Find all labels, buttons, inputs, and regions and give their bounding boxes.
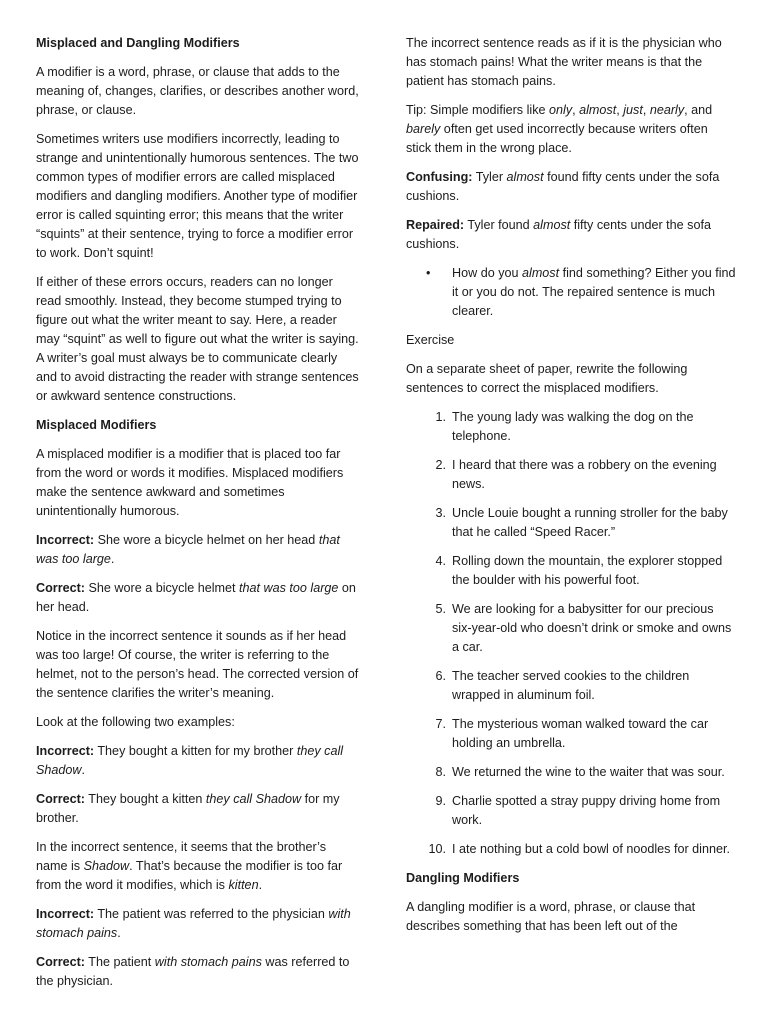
list-item	[406, 552, 736, 590]
list-item-number: 3.	[435, 506, 446, 520]
list-item-number: 4.	[435, 554, 446, 568]
list-item-text: The young lady was walking the dog on the telephone.	[452, 410, 694, 443]
exercise-instructions: On a separate sheet of paper, rewrite the following sentences to correct the misplaced modifiers.	[406, 362, 688, 395]
intro-paragraph-3: If either of these errors occurs, readers can no longer read smoothly. Instead, they become stumped trying to figure out what the writer meant to say. Here, a reader may “squint” as well to figure out what the writer is saying. A writer’s goal must always be to communicate clearly and to avoid distracting the reader with strange sentences or awkward sentence constructions.	[36, 275, 359, 403]
list-item	[406, 456, 736, 494]
misplaced-definition: A misplaced modifier is a modifier that is placed too far from the word or words it modifies. Misplaced modifiers make the sentence awkward and sometimes unintentionally humorous.	[36, 447, 344, 518]
list-item-text: We are looking for a babysitter for our precious six-year-old who doesn’t drink or smoke and owns a car.	[452, 602, 732, 654]
list-item-number: 9.	[435, 794, 446, 808]
correct-label: Correct:	[36, 955, 85, 969]
notice-paragraph: Notice in the incorrect sentence it sounds as if her head was too large! Of course, the writer is referring to the helmet, not to the person’s head. The corrected version of the sentence clarifies the writer’s meaning.	[36, 629, 359, 700]
list-item-number: 1.	[435, 410, 446, 424]
incorrect-label: Incorrect:	[36, 907, 95, 921]
right-column	[406, 34, 736, 946]
list-item-text: The mysterious woman walked toward the car holding an umbrella.	[452, 717, 709, 750]
exercise-list	[406, 408, 736, 859]
list-item-number: 5.	[435, 602, 446, 616]
list-item	[406, 504, 736, 542]
list-item-number: 6.	[435, 669, 446, 683]
list-item	[406, 600, 736, 657]
list-item-number: 7.	[435, 717, 446, 731]
list-item-number: 10.	[428, 842, 446, 856]
repaired-example: Repaired: Tyler found almost fifty cents under the sofa cushions.	[406, 218, 711, 251]
intro-paragraph-2: Sometimes writers use modifiers incorrectly, leading to strange and unintentionally humorous sentences. The two common types of modifier errors are called misplaced modifiers and dangling modifiers. Another type of modifier error is called squinting error; this means that the writer “squints” at their sentence, trying to force a modifier error to work. Don’t squint!	[36, 132, 359, 260]
example-3-correct: Correct: The patient with stomach pains was referred to the physician.	[36, 955, 350, 988]
intro-paragraph-1: A modifier is a word, phrase, or clause that adds to the meaning of, changes, clarifies, or describes another word, phrase, or clause.	[36, 65, 359, 117]
physician-paragraph: The incorrect sentence reads as if it is the physician who has stomach pains! What the writer means is that the patient has stomach pains.	[406, 36, 722, 88]
example-2-incorrect: Incorrect: They bought a kitten for my brother they call Shadow.	[36, 744, 344, 777]
confusing-example: Confusing: Tyler almost found fifty cents under the sofa cushions.	[406, 170, 720, 203]
list-item-text: I ate nothing but a cold bowl of noodles for dinner.	[452, 842, 730, 856]
list-item	[406, 840, 736, 859]
incorrect-label: Incorrect:	[36, 744, 95, 758]
example-3-incorrect: Incorrect: The patient was referred to the physician with stomach pains.	[36, 907, 351, 940]
look-paragraph: Look at the following two examples:	[36, 715, 235, 729]
page-title: Misplaced and Dangling Modifiers	[36, 36, 240, 50]
list-item-text: We returned the wine to the waiter that was sour.	[452, 765, 725, 779]
example-1-correct: Correct: She wore a bicycle helmet that was too large on her head.	[36, 581, 356, 614]
list-item-number: 2.	[435, 458, 446, 472]
list-item-text: I heard that there was a robbery on the evening news.	[452, 458, 717, 491]
repaired-label: Repaired:	[406, 218, 465, 232]
list-item-text: The teacher served cookies to the children wrapped in aluminum foil.	[452, 669, 690, 702]
left-column	[36, 34, 361, 1001]
correct-label: Correct:	[36, 792, 85, 806]
list-item-text: Rolling down the mountain, the explorer stopped the boulder with his powerful foot.	[452, 554, 723, 587]
confusing-label: Confusing:	[406, 170, 473, 184]
list-item	[406, 763, 736, 782]
list-item	[406, 792, 736, 830]
list-item	[406, 408, 736, 446]
correct-label: Correct:	[36, 581, 85, 595]
bullet-icon: •	[426, 266, 431, 280]
tip-paragraph: Tip: Simple modifiers like only, almost, just, nearly, and barely often get used incorrectly because writers often stick them in the wrong place.	[406, 103, 713, 155]
dangling-modifiers-heading: Dangling Modifiers	[406, 871, 520, 885]
bullet-item: • How do you almost find something? Either you find it or you do not. The repaired sentence is much clearer.	[426, 266, 736, 318]
list-item	[406, 715, 736, 753]
dangling-definition: A dangling modifier is a word, phrase, or clause that describes something that has been left out of the	[406, 900, 696, 933]
list-item	[406, 667, 736, 705]
example-1-incorrect: Incorrect: She wore a bicycle helmet on her head that was too large.	[36, 533, 340, 566]
brother-paragraph: In the incorrect sentence, it seems that the brother’s name is Shadow. That’s because the modifier is too far from the word it modifies, which is kitten.	[36, 840, 343, 892]
incorrect-label: Incorrect:	[36, 533, 95, 547]
list-item-number: 8.	[435, 765, 446, 779]
example-2-correct: Correct: They bought a kitten they call Shadow for my brother.	[36, 792, 340, 825]
exercise-title: Exercise	[406, 333, 455, 347]
misplaced-modifiers-heading: Misplaced Modifiers	[36, 418, 157, 432]
list-item-text: Charlie spotted a stray puppy driving home from work.	[452, 794, 721, 827]
list-item-text: Uncle Louie bought a running stroller for the baby that he called “Speed Racer.”	[452, 506, 728, 539]
